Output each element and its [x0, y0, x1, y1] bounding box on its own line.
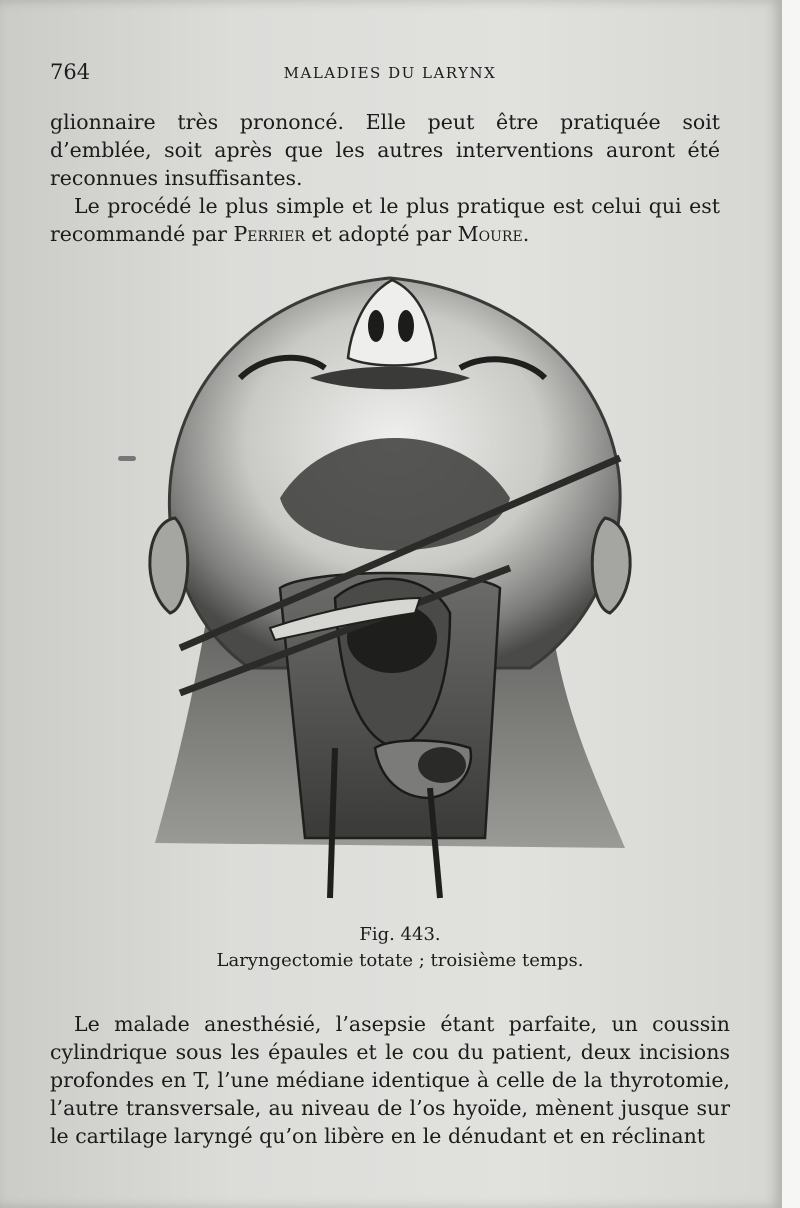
page-header	[50, 60, 730, 90]
paragraph-continuation: glionnaire très prononcé. Elle peut être pratiquée soit d’emblée, soit après que les autres interventions auront été reconnues insuffisantes.	[50, 110, 720, 190]
right-ear	[592, 518, 630, 613]
figure-caption: Laryngectomie totate ; troisième temps.	[216, 950, 584, 971]
paragraph-procedure-end: .	[522, 222, 530, 246]
top-text-block	[50, 108, 720, 248]
bottom-text-block	[50, 1010, 730, 1150]
paragraph-operation: Le malade anesthésié, l’asepsie étant parfaite, un coussin cylindrique sous les épaules et le cou du patient, deux incisions profondes en T, l’une médiane identique à celle de la thyrotomie, l’autre transversale, au niveau de l’os hyoïde, mènent jusque sur le cartilage laryngé qu’on libère en le dénudant et en réclinant	[50, 1012, 730, 1148]
page-edge	[782, 0, 800, 1208]
figure-illustration	[130, 268, 650, 908]
running-head: MALADIES DU LARYNX	[283, 64, 497, 82]
figure-caption-block	[100, 922, 700, 974]
page-number: 764	[50, 60, 91, 84]
author-name-perrier: Perrier	[233, 222, 305, 246]
paragraph-procedure	[50, 192, 720, 248]
author-name-moure: Moure	[457, 222, 523, 246]
paragraph-procedure-mid: et adopté par	[304, 222, 458, 246]
right-nostril	[398, 310, 414, 342]
left-ear	[150, 518, 188, 613]
tracheal-lumen	[418, 747, 466, 783]
paragraph-procedure-text: Le procédé le plus simple et le plus pratique est celui qui est recommandé par	[50, 194, 720, 246]
figure-label: Fig. 443.	[359, 924, 441, 945]
left-nostril	[368, 310, 384, 342]
